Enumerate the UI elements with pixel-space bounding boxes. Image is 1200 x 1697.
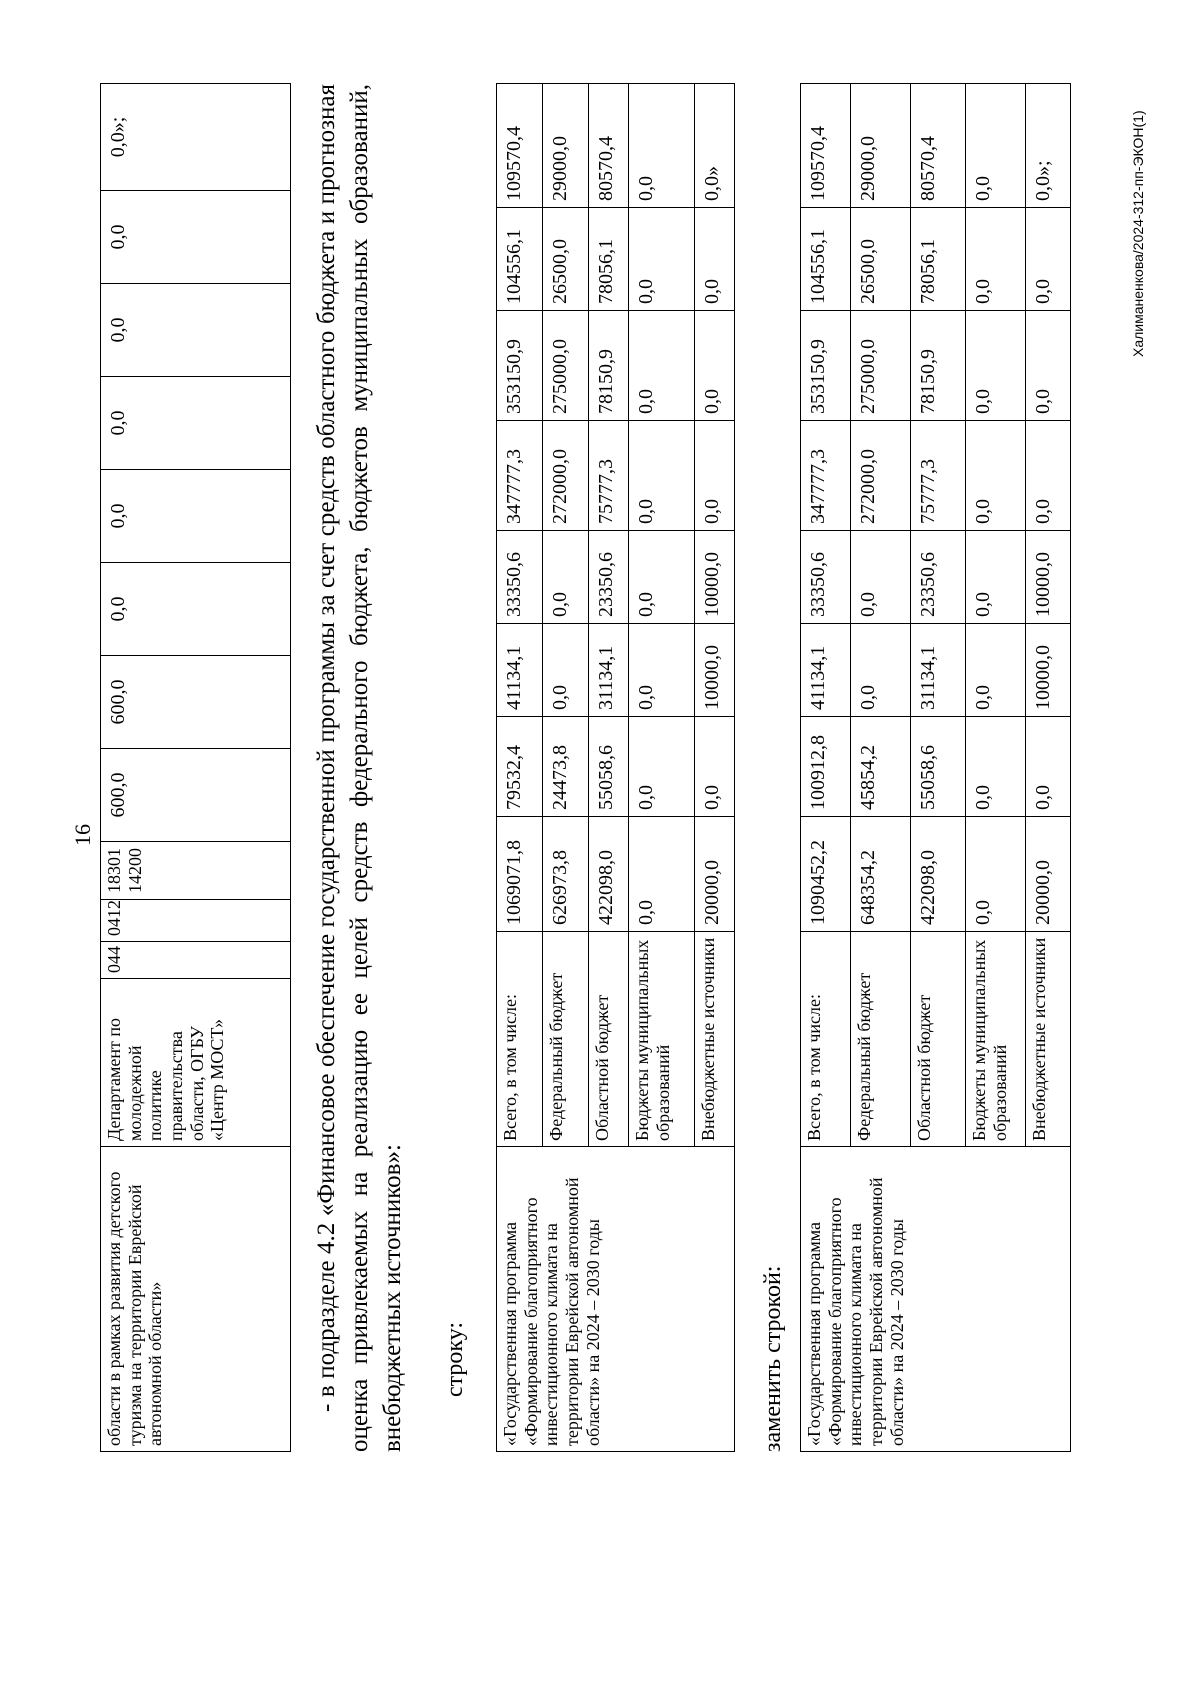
old-value: 10000,0	[695, 624, 735, 717]
new-value: 45854,2	[851, 717, 911, 817]
old-value: 0,0	[543, 531, 589, 624]
new-value: 272000,0	[851, 421, 911, 531]
page-number: 16	[70, 824, 95, 846]
source-federal: Федеральный бюджет	[543, 932, 589, 1147]
old-value: 422098,0	[589, 817, 629, 932]
old-value: 31134,1	[589, 624, 629, 717]
old-value: 78150,9	[589, 311, 629, 421]
measure-description: области в рамках развития детского туризма на территории Еврейской автономной области»	[101, 1147, 291, 1452]
program-name: «Государственная программа «Формирование благоприятного инвестиционного климата на территории Еврейской автономной области» на 2024 – 2030 годы	[801, 1147, 1071, 1452]
top-table	[100, 83, 291, 1452]
old-value: 24473,8	[543, 717, 589, 817]
old-value: 0,0	[695, 311, 735, 421]
new-value: 10000,0	[1026, 531, 1071, 624]
source-total: Всего, в том числе:	[497, 932, 543, 1147]
old-value: 0,0	[695, 208, 735, 311]
old-value: 347777,3	[497, 421, 543, 531]
new-value: 0,0	[966, 311, 1026, 421]
new-value: 0,0	[851, 624, 911, 717]
section-paragraph: - в подразделе 4.2 «Финансовое обеспечение государственной программы за счет средств областного бюджета и прогнозная оценка привлекаемых на реализацию ее целей средств федерального бюджета, бюджетов муниципальных образований, внебюджетных источников»:	[313, 84, 406, 1452]
old-value: 1069071,8	[497, 817, 543, 932]
new-value: 78056,1	[911, 208, 966, 311]
old-value: 26500,0	[543, 208, 589, 311]
new-value: 20000,0	[1026, 817, 1071, 932]
new-value: 0,0	[966, 531, 1026, 624]
new-value: 78150,9	[911, 311, 966, 421]
old-value: 109570,4	[497, 84, 543, 208]
old-value: 0,0	[629, 531, 695, 624]
old-value: 0,0»	[695, 84, 735, 208]
new-value: 0,0	[966, 421, 1026, 531]
top-value: 600,0	[101, 749, 291, 842]
old-value: 0,0	[695, 717, 735, 817]
old-value: 23350,6	[589, 531, 629, 624]
new-value: 0,0	[966, 208, 1026, 311]
old-value: 33350,6	[497, 531, 543, 624]
new-value: 23350,6	[911, 531, 966, 624]
executor-cell: Департамент по молодежной политике правительства области, ОГБУ «Центр МОСТ»	[101, 979, 291, 1147]
old-value: 0,0	[695, 421, 735, 531]
new-value: 1090452,2	[801, 817, 851, 932]
new-value: 26500,0	[851, 208, 911, 311]
old-value: 0,0	[629, 817, 695, 932]
label-old-row: строку:	[442, 1321, 468, 1397]
new-value: 80570,4	[911, 84, 966, 208]
source-regional: Областной бюджет	[911, 932, 966, 1147]
csr-cell: 1830114200	[101, 842, 291, 900]
new-value: 0,0	[966, 817, 1026, 932]
new-value: 29000,0	[851, 84, 911, 208]
old-value: 275000,0	[543, 311, 589, 421]
new-value: 109570,4	[801, 84, 851, 208]
program-name: «Государственная программа «Формирование благоприятного инвестиционного климата на территории Еврейской автономной области» на 2024 – 2030 годы	[497, 1147, 735, 1452]
old-value: 353150,9	[497, 311, 543, 421]
old-value: 78056,1	[589, 208, 629, 311]
new-value: 55058,6	[911, 717, 966, 817]
new-value: 0,0	[1026, 421, 1071, 531]
top-value: 0,0	[101, 470, 291, 563]
new-value: 0,0	[1026, 208, 1071, 311]
new-value: 0,0	[1026, 717, 1071, 817]
new-value: 347777,3	[801, 421, 851, 531]
new-value: 353150,9	[801, 311, 851, 421]
new-value: 0,0»;	[1026, 84, 1071, 208]
old-value: 55058,6	[589, 717, 629, 817]
new-value: 275000,0	[851, 311, 911, 421]
top-value: 0,0	[101, 284, 291, 377]
rzpr-cell: 0412	[101, 900, 291, 942]
new-value: 10000,0	[1026, 624, 1071, 717]
old-value: 41134,1	[497, 624, 543, 717]
new-value: 0,0	[1026, 311, 1071, 421]
new-value: 0,0	[966, 717, 1026, 817]
new-value: 33350,6	[801, 531, 851, 624]
new-value: 41134,1	[801, 624, 851, 717]
old-value: 626973,8	[543, 817, 589, 932]
old-value: 0,0	[629, 311, 695, 421]
new-value: 422098,0	[911, 817, 966, 932]
top-value: 0,0	[101, 377, 291, 470]
old-value: 0,0	[629, 84, 695, 208]
source-municipal: Бюджеты муниципальных образований	[629, 932, 695, 1147]
source-municipal: Бюджеты муниципальных образований	[966, 932, 1026, 1147]
old-value: 0,0	[629, 624, 695, 717]
label-new-row: заменить строкой:	[760, 1265, 786, 1452]
old-value: 104556,1	[497, 208, 543, 311]
old-value: 272000,0	[543, 421, 589, 531]
new-value: 648354,2	[851, 817, 911, 932]
new-value: 0,0	[966, 624, 1026, 717]
old-value: 79532,4	[497, 717, 543, 817]
old-value: 29000,0	[543, 84, 589, 208]
new-value: 104556,1	[801, 208, 851, 311]
document-footer: Халиманенкова/2024-312-пп-ЭКОН(1)	[1130, 110, 1146, 357]
new-value: 100912,8	[801, 717, 851, 817]
top-value: 0,0	[101, 191, 291, 284]
source-extrabudgetary: Внебюджетные источники	[695, 932, 735, 1147]
source-extrabudgetary: Внебюджетные источники	[1026, 932, 1071, 1147]
top-value: 0,0	[101, 563, 291, 656]
old-value: 0,0	[629, 208, 695, 311]
new-value: 75777,3	[911, 421, 966, 531]
old-value: 10000,0	[695, 531, 735, 624]
grbs-cell: 044	[101, 942, 291, 979]
source-federal: Федеральный бюджет	[851, 932, 911, 1147]
old-value: 20000,0	[695, 817, 735, 932]
new-finance-table	[800, 83, 1071, 1452]
top-value: 600,0	[101, 656, 291, 749]
top-value: 0,0»;	[101, 84, 291, 191]
new-value: 0,0	[851, 531, 911, 624]
source-regional: Областной бюджет	[589, 932, 629, 1147]
old-value: 0,0	[629, 421, 695, 531]
old-value: 0,0	[543, 624, 589, 717]
old-value: 80570,4	[589, 84, 629, 208]
old-value: 75777,3	[589, 421, 629, 531]
new-value: 0,0	[966, 84, 1026, 208]
new-value: 31134,1	[911, 624, 966, 717]
old-value: 0,0	[629, 717, 695, 817]
source-total: Всего, в том числе:	[801, 932, 851, 1147]
old-finance-table	[496, 83, 735, 1452]
